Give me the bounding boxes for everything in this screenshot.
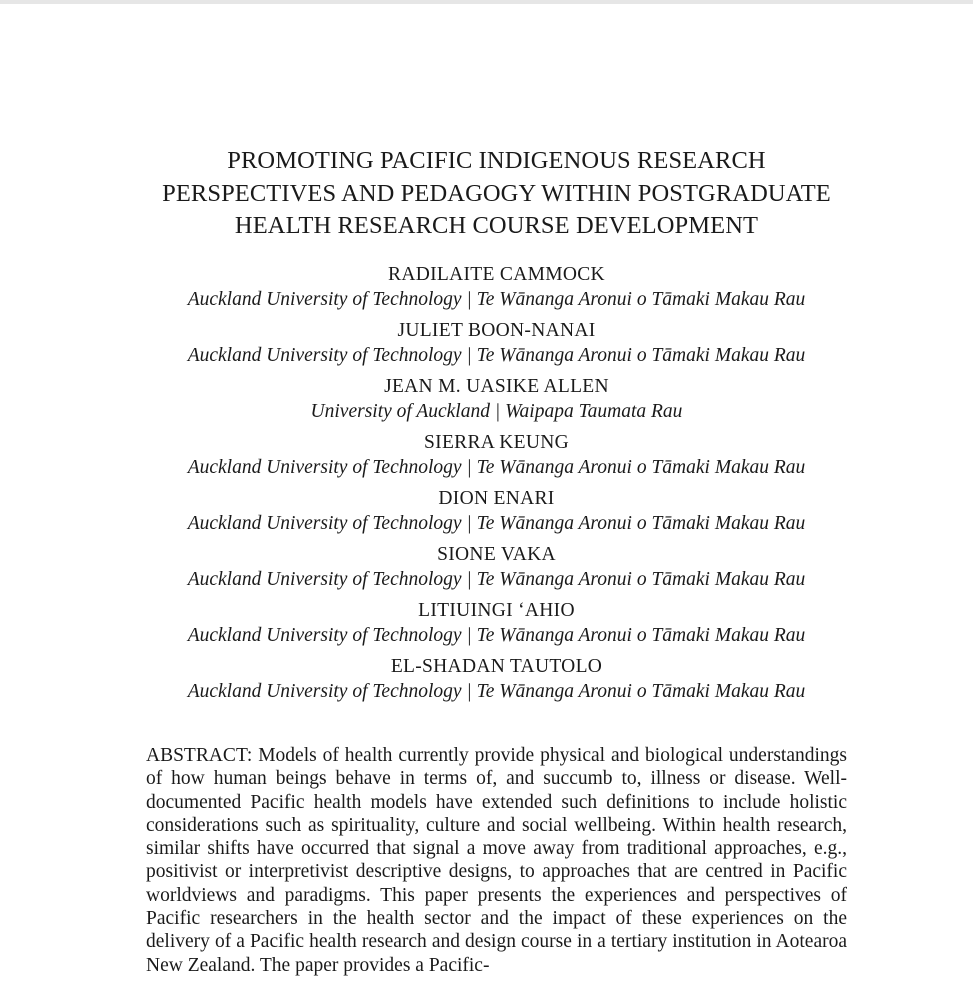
author-name: SIONE VAKA xyxy=(437,544,556,565)
author-entry xyxy=(0,430,973,486)
author-name: EL-SHADAN TAUTOLO xyxy=(390,656,603,677)
title-line: HEALTH RESEARCH COURSE DEVELOPMENT xyxy=(234,212,759,239)
author-name: DION ENARI xyxy=(438,488,555,509)
author-name: JULIET BOON-NANAI xyxy=(397,320,596,341)
author-affiliation: Auckland University of Technology | Te Wānanga Aronui o Tāmaki Makau Rau xyxy=(187,457,806,478)
author-affiliation: University of Auckland | Waipapa Taumata Rau xyxy=(310,401,683,422)
author-entry xyxy=(0,654,973,710)
author-list xyxy=(0,262,973,710)
author-affiliation: Auckland University of Technology | Te Wānanga Aronui o Tāmaki Makau Rau xyxy=(187,569,806,590)
author-name: RADILAITE CAMMOCK xyxy=(388,264,605,285)
author-affiliation: Auckland University of Technology | Te Wānanga Aronui o Tāmaki Makau Rau xyxy=(187,681,806,702)
author-name: LITIUINGI ‘AHIO xyxy=(418,600,575,621)
paper-title xyxy=(0,145,973,243)
author-name: SIERRA KEUNG xyxy=(424,432,569,453)
author-entry xyxy=(0,598,973,654)
author-affiliation: Auckland University of Technology | Te Wānanga Aronui o Tāmaki Makau Rau xyxy=(187,625,806,646)
author-entry xyxy=(0,542,973,598)
abstract-paragraph: ABSTRACT: Models of health currently provide physical and biological understandings of how human beings behave in terms of, and succumb to, illness or disease. Well-documented Pacific health models have extended such definitions to include holistic considerations such as spirituality, culture and social wellbeing. Within health research, similar shifts have occurred that signal a move away from traditional approaches, e.g., positivist or interpretivist descriptive designs, to approaches that are centred in Pacific worldviews and paradigms. This paper presents the experiences and perspectives of Pacific researchers in the health sector and the impact of these experiences on the delivery of a Pacific health research and design course in a tertiary institution in Aotearoa New Zealand. The paper provides a Pacific- xyxy=(146,745,847,976)
author-affiliation: Auckland University of Technology | Te Wānanga Aronui o Tāmaki Makau Rau xyxy=(187,289,806,310)
author-name: JEAN M. UASIKE ALLEN xyxy=(384,376,609,397)
title-line: PROMOTING PACIFIC INDIGENOUS RESEARCH xyxy=(227,147,766,174)
author-affiliation: Auckland University of Technology | Te Wānanga Aronui o Tāmaki Makau Rau xyxy=(187,345,806,366)
author-entry xyxy=(0,486,973,542)
title-line: PERSPECTIVES AND PEDAGOGY WITHIN POSTGRADUATE xyxy=(162,179,831,207)
author-entry xyxy=(0,318,973,374)
author-affiliation: Auckland University of Technology | Te Wānanga Aronui o Tāmaki Makau Rau xyxy=(187,513,806,534)
author-entry xyxy=(0,262,973,318)
author-entry xyxy=(0,374,973,430)
